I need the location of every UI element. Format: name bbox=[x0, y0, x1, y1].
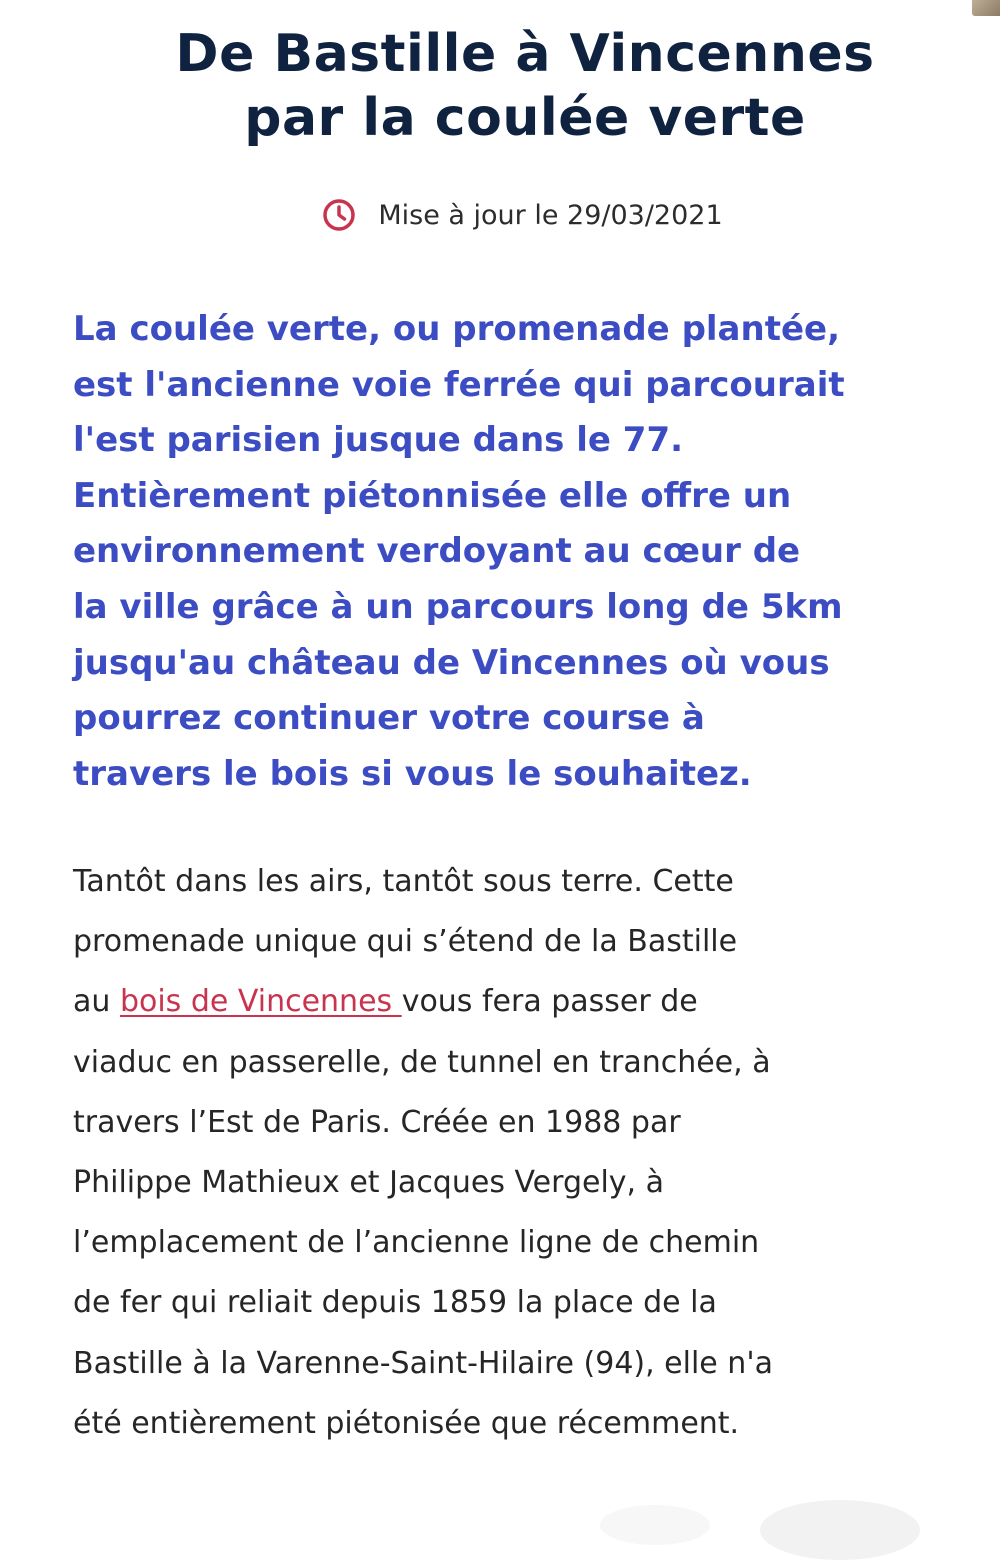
update-date-row bbox=[0, 192, 1000, 238]
body-line: Philippe Mathieux et Jacques Vergely, à bbox=[73, 1165, 664, 1201]
intro-line: l'est parisien jusque dans le 77. bbox=[73, 420, 684, 461]
body-text-fragment: au bbox=[73, 984, 120, 1020]
intro-line: la ville grâce à un parcours long de 5km bbox=[73, 586, 843, 627]
article-title-line: De Bastille à Vincennes bbox=[175, 24, 875, 84]
corner-image-thumbnail bbox=[972, 0, 1000, 16]
intro-line: est l'ancienne voie ferrée qui parcourait bbox=[73, 364, 845, 405]
intro-line: Entièrement piétonnisée elle offre un bbox=[73, 475, 792, 516]
intro-line: jusqu'au château de Vincennes où vous bbox=[73, 642, 830, 683]
body-line: l’emplacement de l’ancienne ligne de chemin bbox=[73, 1225, 760, 1261]
body-line: Tantôt dans les airs, tantôt sous terre. Cette bbox=[73, 864, 734, 899]
article-intro bbox=[73, 302, 943, 802]
body-line: Bastille à la Varenne-Saint-Hilaire (94), elle n'a bbox=[73, 1345, 773, 1381]
body-line: viaduc en passerelle, de tunnel en tranchée, à bbox=[73, 1044, 771, 1080]
bottom-floating-shadow bbox=[600, 1505, 710, 1545]
article-title bbox=[95, 22, 955, 150]
intro-line: travers le bois si vous le souhaitez. bbox=[73, 753, 752, 794]
intro-line: La coulée verte, ou promenade plantée, bbox=[73, 309, 840, 349]
body-line: travers l’Est de Paris. Créée en 1988 par bbox=[73, 1104, 681, 1140]
floating-action-button-shadow bbox=[760, 1500, 920, 1560]
article-body bbox=[73, 852, 953, 1454]
update-date-text: Mise à jour le 29/03/2021 bbox=[378, 199, 723, 231]
article-title-line: par la coulée verte bbox=[244, 88, 806, 148]
intro-line: pourrez continuer votre course à bbox=[73, 698, 705, 739]
clock-icon bbox=[322, 198, 356, 232]
body-line: été entièrement piétonisée que récemment. bbox=[73, 1405, 740, 1441]
body-text-fragment: vous fera passer de bbox=[401, 984, 698, 1020]
body-line: promenade unique qui s’étend de la Bastille bbox=[73, 924, 738, 960]
body-line-with-link bbox=[73, 972, 953, 1032]
intro-line: environnement verdoyant au cœur de bbox=[73, 531, 801, 572]
body-line: de fer qui reliait depuis 1859 la place de la bbox=[73, 1285, 717, 1321]
bois-de-vincennes-link[interactable]: bois de Vincennes bbox=[119, 984, 402, 1020]
